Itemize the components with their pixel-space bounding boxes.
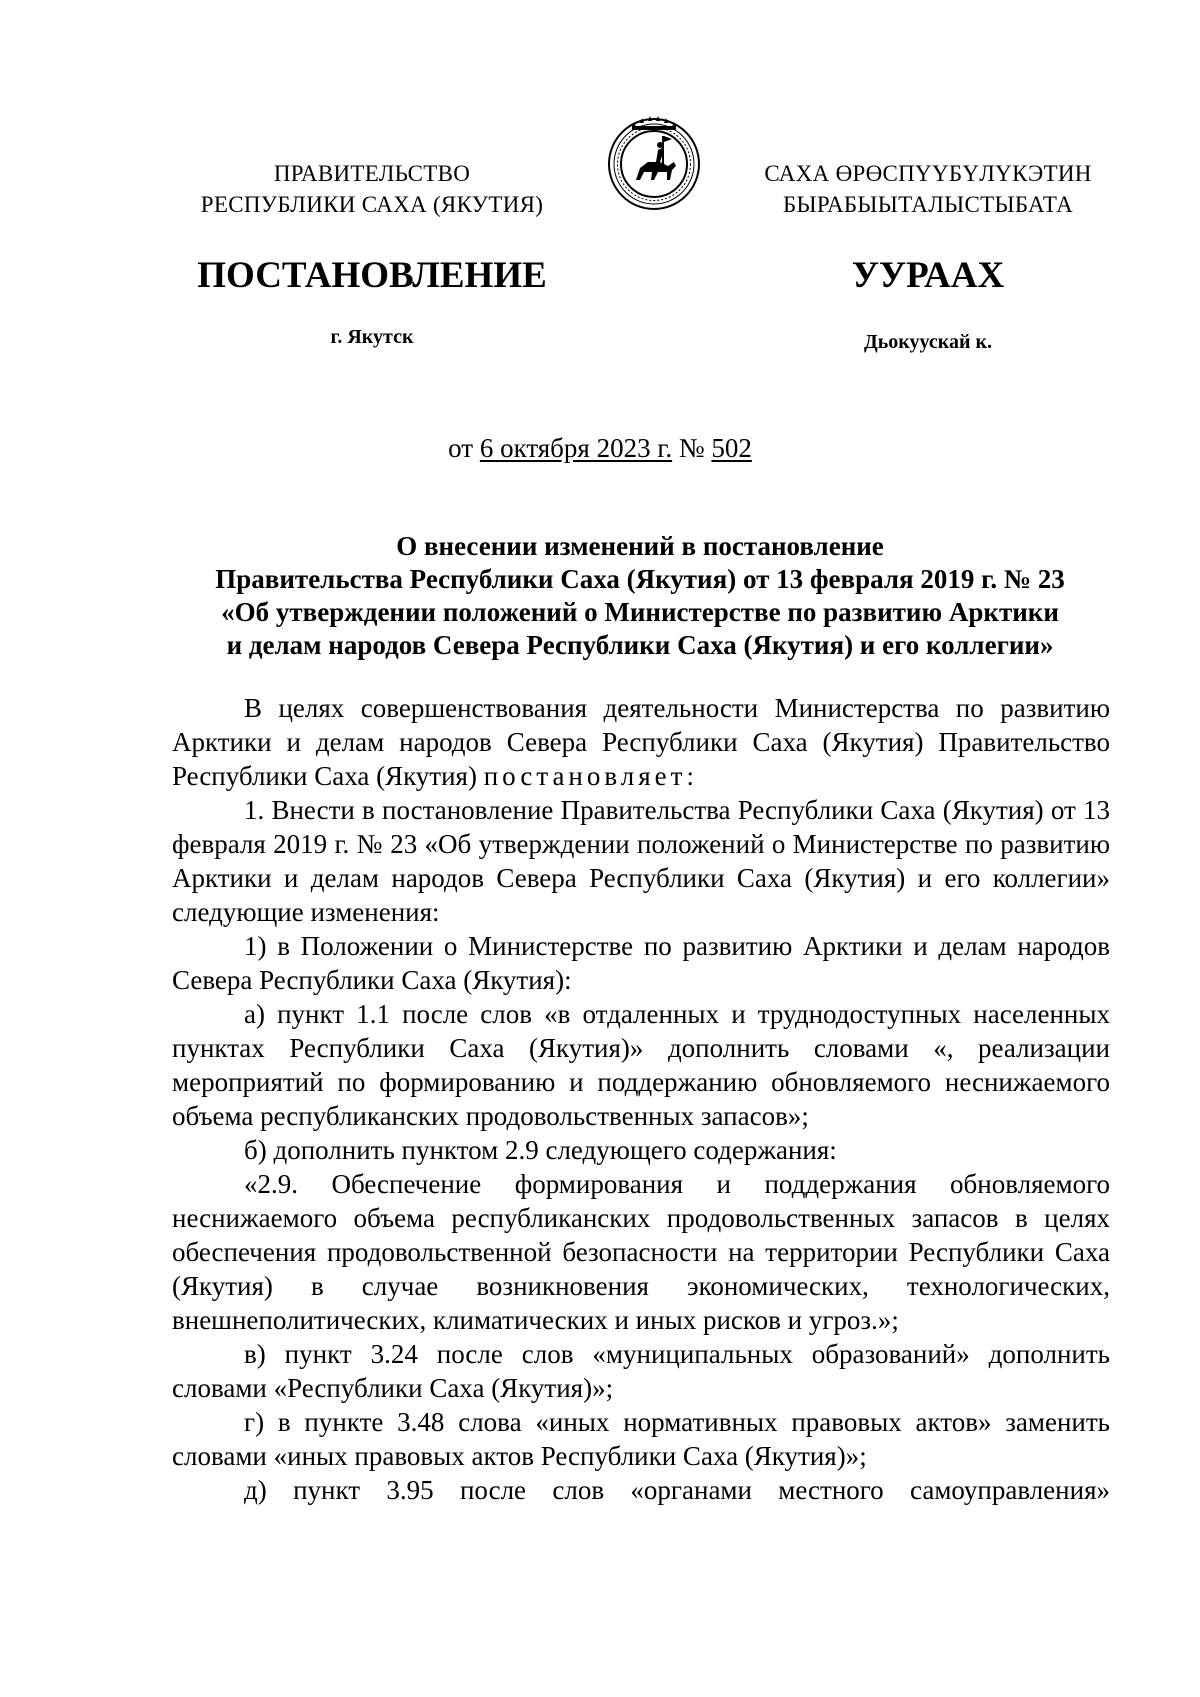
paragraph-b: б) дополнить пунктом 2.9 следующего содержания: [244,1135,837,1165]
header-right-line1: САХА ӨРӨСПҮҮБҮЛҮКЭТИН [764,161,1092,186]
preamble-text: В целях совершенствования деятельности Министерства по развитию Арктики и делам народов Севера Республики Саха (Якутия) Правительство Республики Саха (Якутия) [172,693,1110,791]
coat-of-arms-emblem [604,112,704,212]
preamble-spaced-word: постановляет: [483,761,698,791]
paragraph-1: 1. Внести в постановление Правительства Республики Саха (Якутия) от 13 февраля 2019 г. № 23 «Об утверждении положений о Министерстве по развитию Арктики и делам народов Севера Республики Саха (Якутия) и его коллегии» следующие изменения: [172,795,1110,927]
city-left: г. Якутск [330,326,414,348]
paragraph-2-9: «2.9. Обеспечение формирования и поддержания обновляемого неснижаемого объема республиканских продовольственных запасов в целях обеспечения продовольственной безопасности на территории Республики Саха (Якутия) в случае возникновения экономических, технологических, внешнеполитических, климатических и иных рисков и угроз.»; [172,1169,1110,1335]
emblem-icon [604,112,704,212]
header-left-org [172,158,572,220]
paragraph-preamble [172,691,1110,793]
title-line-2: Правительства Республики Саха (Якутия) от 13 февраля 2019 г. № 23 [215,564,1065,594]
header-left-line2: РЕСПУБЛИКИ САХА (ЯКУТИЯ) [200,192,544,217]
title-line-3: «Об утверждении положений о Министерстве по развитию Арктики [221,597,1059,627]
header-right-org [728,158,1128,220]
document-title [140,530,1140,662]
city-right: Дьокуускай к. [863,331,993,353]
document-number: 502 [711,433,752,463]
date-prefix: от [448,433,474,463]
paragraph-a: а) пункт 1.1 после слов «в отдаленных и труднодоступных населенных пунктах Республики Саха (Якутия)» дополнить словами «, реализации мероприятий по формированию и поддержанию обновляемого неснижаемого объема республиканских продовольственных запасов»; [172,999,1110,1131]
document-body [172,691,1110,1507]
doc-type-right: УУРААХ [851,255,1005,296]
doc-type-left: ПОСТАНОВЛЕНИЕ [197,255,547,296]
title-line-4: и делам народов Севера Республики Саха (Якутия) и его коллегии» [226,630,1054,660]
document-date: 6 октября 2023 г. [479,433,673,463]
header-right-line2: БЫРАБЫЫТАЛЫСТЫБАТА [782,192,1074,217]
paragraph-v: в) пункт 3.24 после слов «муниципальных образований» дополнить словами «Республики Саха (Якутия)»; [172,1339,1110,1403]
paragraph-g: г) в пункте 3.48 слова «иных нормативных правовых актов» заменить словами «иных правовых актов Республики Саха (Якутия)»; [172,1407,1110,1471]
header-left-line1: ПРАВИТЕЛЬСТВО [273,161,471,186]
paragraph-1-1: 1) в Положении о Министерстве по развитию Арктики и делам народов Севера Республики Саха (Якутия): [172,931,1110,995]
date-number-line [0,432,1200,464]
number-sign: № [678,433,705,463]
title-line-1: О внесении изменений в постановление [396,531,884,561]
paragraph-d: д) пункт 3.95 после слов «органами местного самоуправления» [244,1475,1110,1505]
